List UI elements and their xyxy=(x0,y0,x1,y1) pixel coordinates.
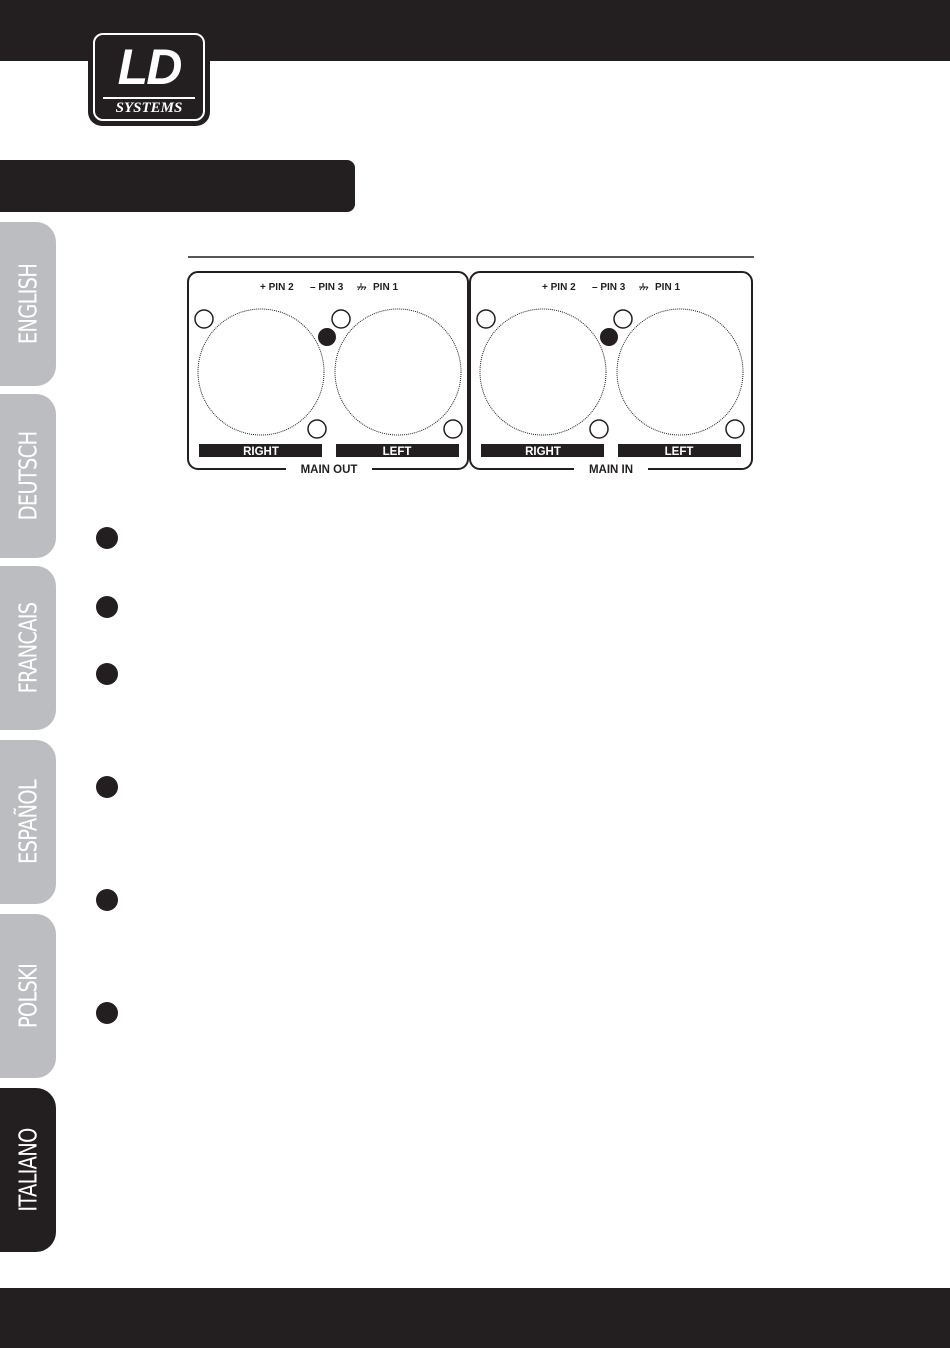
tab-deutsch-label: DEUTSCH xyxy=(13,431,43,521)
tab-espanol[interactable] xyxy=(0,740,56,904)
bullet-marker xyxy=(96,889,118,911)
section-title-bar xyxy=(0,160,355,212)
ground-icon xyxy=(639,283,648,290)
pin2-label: + PIN 2 xyxy=(542,282,576,293)
screw-hole-icon xyxy=(308,420,326,438)
screw-hole-icon xyxy=(195,310,213,328)
screw-hole-icon xyxy=(477,310,495,328)
screw-hole-icon xyxy=(614,310,632,328)
logo-sub-text: SYSTEMS xyxy=(103,97,195,117)
panel-title: MAIN IN xyxy=(588,464,634,476)
right-label: RIGHT xyxy=(525,446,561,458)
pin3-label: – PIN 3 xyxy=(592,282,626,293)
screw-hole-icon xyxy=(332,310,350,328)
tab-italiano[interactable] xyxy=(0,1088,56,1252)
filled-marker-icon xyxy=(600,328,618,346)
screw-hole-icon xyxy=(444,420,462,438)
xlr-jack-left-icon xyxy=(335,309,461,435)
bullet-marker xyxy=(96,1002,118,1024)
tab-english-label: ENGLISH xyxy=(13,263,43,345)
screw-hole-icon xyxy=(590,420,608,438)
footer-bar xyxy=(0,1288,950,1348)
ground-icon xyxy=(357,283,366,290)
bullet-marker xyxy=(96,663,118,685)
bullet-marker xyxy=(96,776,118,798)
pin2-label: + PIN 2 xyxy=(260,282,294,293)
bullet-marker xyxy=(96,527,118,549)
ld-systems-logo xyxy=(88,28,210,126)
panel-main-in xyxy=(470,272,752,476)
filled-marker-icon xyxy=(318,328,336,346)
bullet-marker xyxy=(96,596,118,618)
xlr-jack-left-icon xyxy=(617,309,743,435)
right-label: RIGHT xyxy=(243,446,279,458)
left-label: LEFT xyxy=(382,446,412,458)
panel-main-out xyxy=(188,272,468,476)
tab-italiano-label: ITALIANO xyxy=(13,1128,43,1212)
tab-francais-label: FRANCAIS xyxy=(13,602,43,694)
panel-title: MAIN OUT xyxy=(300,464,358,476)
pin1-label: PIN 1 xyxy=(655,282,681,293)
logo-main-text: LD xyxy=(117,39,181,95)
pin3-label: – PIN 3 xyxy=(310,282,344,293)
tab-francais[interactable] xyxy=(0,566,56,730)
left-label: LEFT xyxy=(664,446,694,458)
tab-deutsch[interactable] xyxy=(0,394,56,558)
xlr-jack-right-icon xyxy=(480,309,606,435)
tab-espanol-label: ESPAÑOL xyxy=(13,780,43,864)
tab-polski[interactable] xyxy=(0,914,56,1078)
tab-english[interactable] xyxy=(0,222,56,386)
pin1-label: PIN 1 xyxy=(373,282,399,293)
xlr-connector-diagram xyxy=(186,254,756,476)
xlr-jack-right-icon xyxy=(198,309,324,435)
screw-hole-icon xyxy=(726,420,744,438)
tab-polski-label: POLSKI xyxy=(13,963,43,1029)
